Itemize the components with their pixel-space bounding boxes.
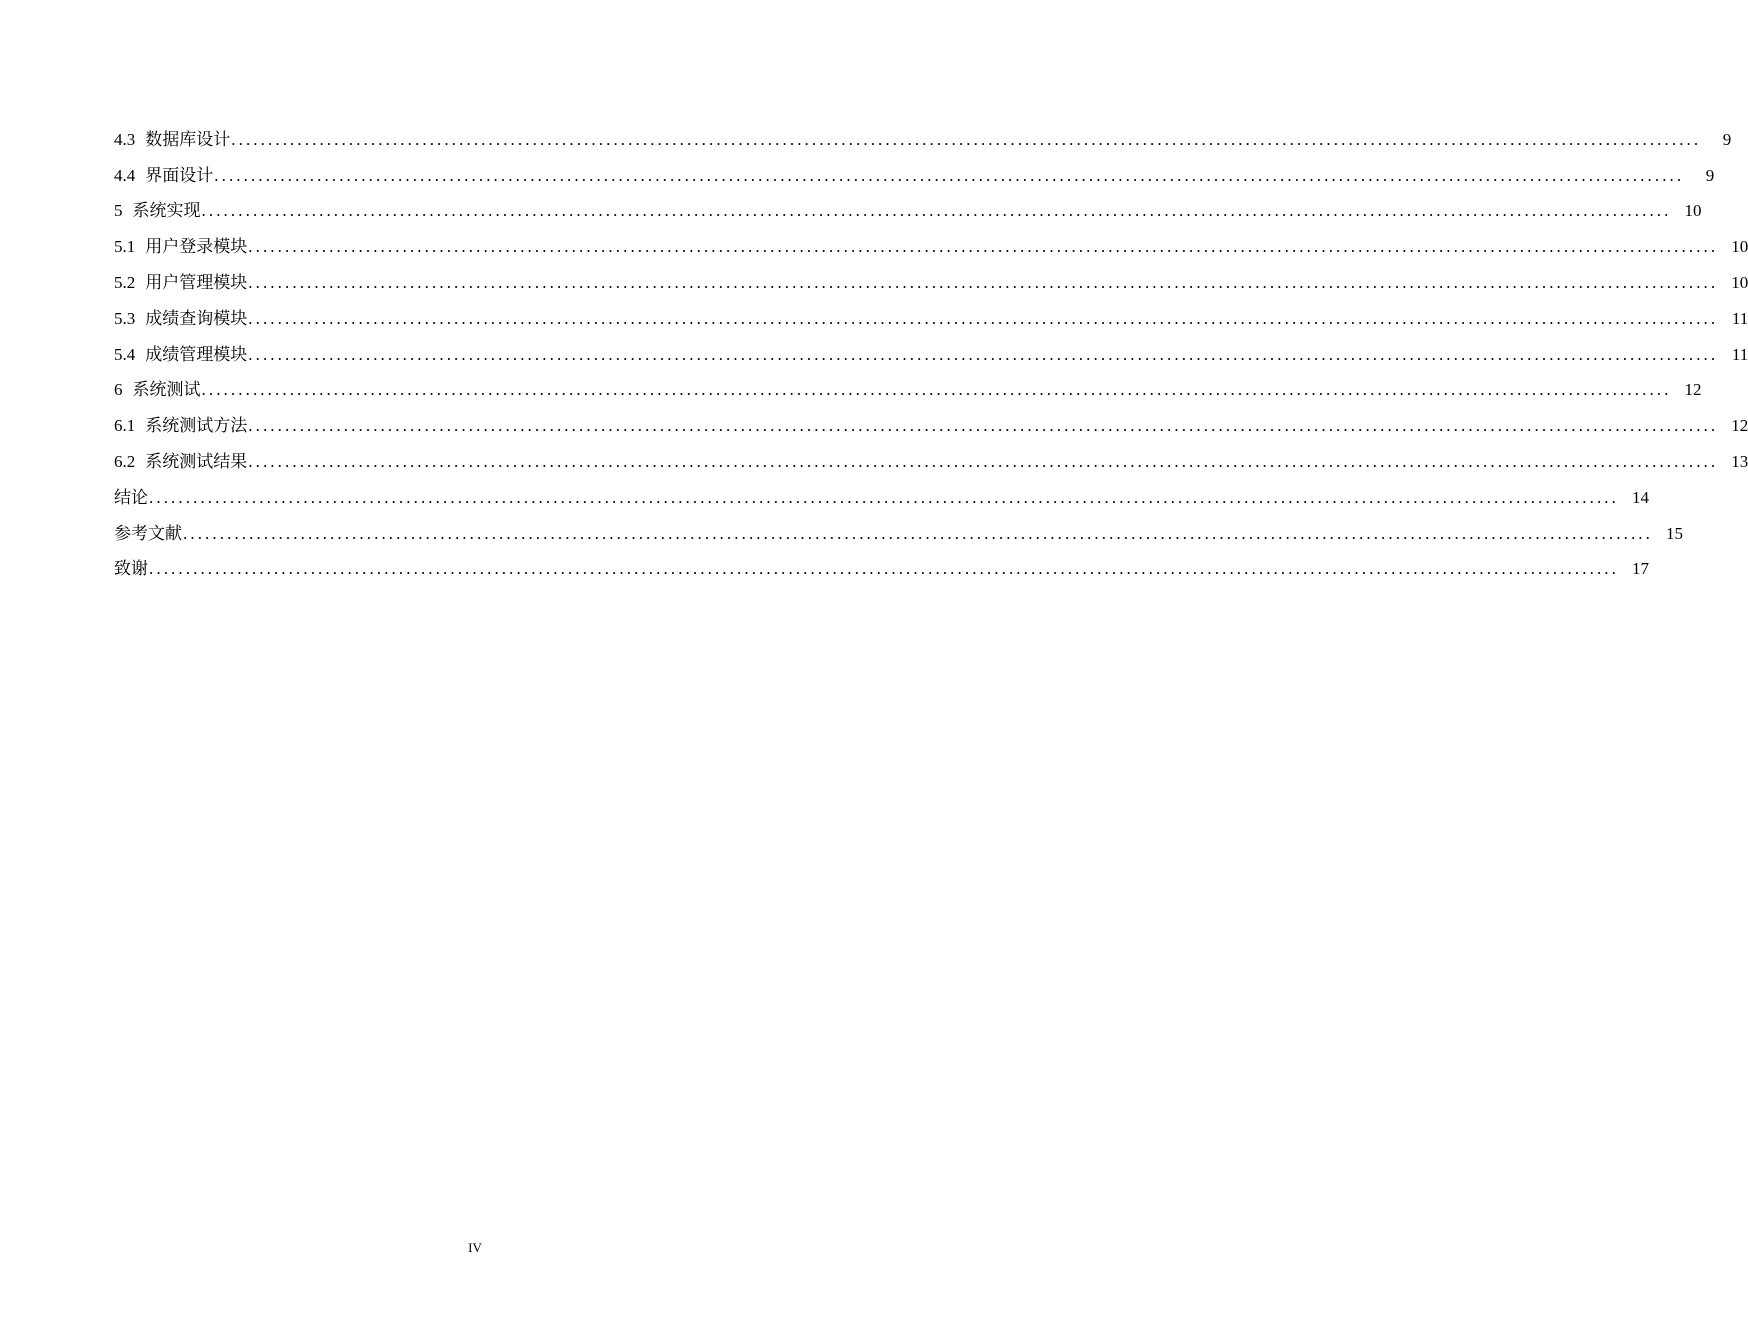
toc-entry-page: 11 xyxy=(1731,344,1748,364)
toc-entry-number: 4.3 xyxy=(114,129,136,149)
toc-dot-leader: ........................................................................................................................................................................................................ xyxy=(183,523,1653,543)
toc-entry-number: 6.1 xyxy=(114,416,136,436)
toc-entry-page: 9 xyxy=(1722,129,1732,149)
toc-entry-page: 12 xyxy=(1684,380,1702,400)
toc-dot-leader: ........................................................................................................................................................................................................ xyxy=(248,272,1719,292)
toc-dot-leader: ........................................................................................................................................................................................................ xyxy=(149,487,1619,507)
toc-entry-title: 系统实现 xyxy=(132,201,201,221)
toc-entry-title: 界面设计 xyxy=(145,165,214,185)
toc-dot-leader: ........................................................................................................................................................................................................ xyxy=(214,165,1685,185)
toc-entry-6-2[interactable] xyxy=(114,437,1748,473)
toc-entry-title: 数据库设计 xyxy=(145,129,231,149)
toc-dot-leader: ........................................................................................................................................................................................................ xyxy=(231,129,1702,149)
toc-entry-page: 10 xyxy=(1731,237,1748,257)
toc-entry-title: 参考文献 xyxy=(114,523,182,543)
toc-entry-number: 5.3 xyxy=(114,308,136,328)
toc-entry-title: 系统测试 xyxy=(132,380,201,400)
toc-dot-leader: ........................................................................................................................................................................................................ xyxy=(149,559,1619,579)
toc-entry-number: 5.1 xyxy=(114,237,136,257)
toc-entry-number: 5.4 xyxy=(114,344,136,364)
toc-entry-page: 11 xyxy=(1731,308,1748,328)
toc-dot-leader: ........................................................................................................................................................................................................ xyxy=(201,380,1672,400)
toc-entry-title: 结论 xyxy=(114,487,148,507)
toc-dot-leader: ........................................................................................................................................................................................................ xyxy=(248,237,1719,257)
toc-entry-title: 成绩查询模块 xyxy=(145,308,248,328)
toc-entry-title: 用户管理模块 xyxy=(145,272,248,292)
toc-entry-references[interactable] xyxy=(114,509,1683,545)
toc-entry-4-3[interactable] xyxy=(114,115,1732,151)
toc-entry-number: 5 xyxy=(114,201,123,221)
toc-dot-leader: ........................................................................................................................................................................................................ xyxy=(248,308,1719,328)
page-number: IV xyxy=(468,1240,482,1255)
toc-entry-5[interactable] xyxy=(114,187,1702,223)
toc-entry-6[interactable] xyxy=(114,366,1702,402)
toc-entry-number: 4.4 xyxy=(114,165,136,185)
toc-entry-page: 15 xyxy=(1666,523,1683,543)
toc-entry-page: 17 xyxy=(1632,559,1649,579)
toc-dot-leader: ........................................................................................................................................................................................................ xyxy=(248,416,1719,436)
toc-entry-conclusion[interactable] xyxy=(114,473,1649,509)
toc-entry-number: 6.2 xyxy=(114,451,136,471)
toc-dot-leader: ........................................................................................................................................................................................................ xyxy=(248,451,1719,471)
table-of-contents xyxy=(114,115,1748,580)
toc-entry-5-3[interactable] xyxy=(114,294,1748,330)
toc-entry-title: 致谢 xyxy=(114,559,148,579)
toc-entry-page: 10 xyxy=(1731,272,1748,292)
toc-entry-5-2[interactable] xyxy=(114,258,1748,294)
toc-dot-leader: ........................................................................................................................................................................................................ xyxy=(201,201,1672,221)
toc-entry-5-1[interactable] xyxy=(114,222,1748,258)
toc-entry-page: 13 xyxy=(1731,451,1748,471)
toc-entry-page: 10 xyxy=(1684,201,1702,221)
toc-entry-page: 12 xyxy=(1731,416,1748,436)
toc-entry-page: 14 xyxy=(1632,487,1649,507)
toc-entry-page: 9 xyxy=(1705,165,1715,185)
toc-entry-title: 系统测试方法 xyxy=(145,416,248,436)
toc-entry-5-4[interactable] xyxy=(114,330,1748,366)
toc-entry-title: 用户登录模块 xyxy=(145,237,248,257)
toc-entry-title: 成绩管理模块 xyxy=(145,344,248,364)
toc-dot-leader: ........................................................................................................................................................................................................ xyxy=(248,344,1719,364)
toc-entry-4-4[interactable] xyxy=(114,151,1715,187)
toc-entry-number: 5.2 xyxy=(114,272,136,292)
toc-entry-number: 6 xyxy=(114,380,123,400)
toc-entry-title: 系统测试结果 xyxy=(145,451,248,471)
toc-entry-6-1[interactable] xyxy=(114,401,1748,437)
toc-entry-acknowledgements[interactable] xyxy=(114,545,1649,581)
